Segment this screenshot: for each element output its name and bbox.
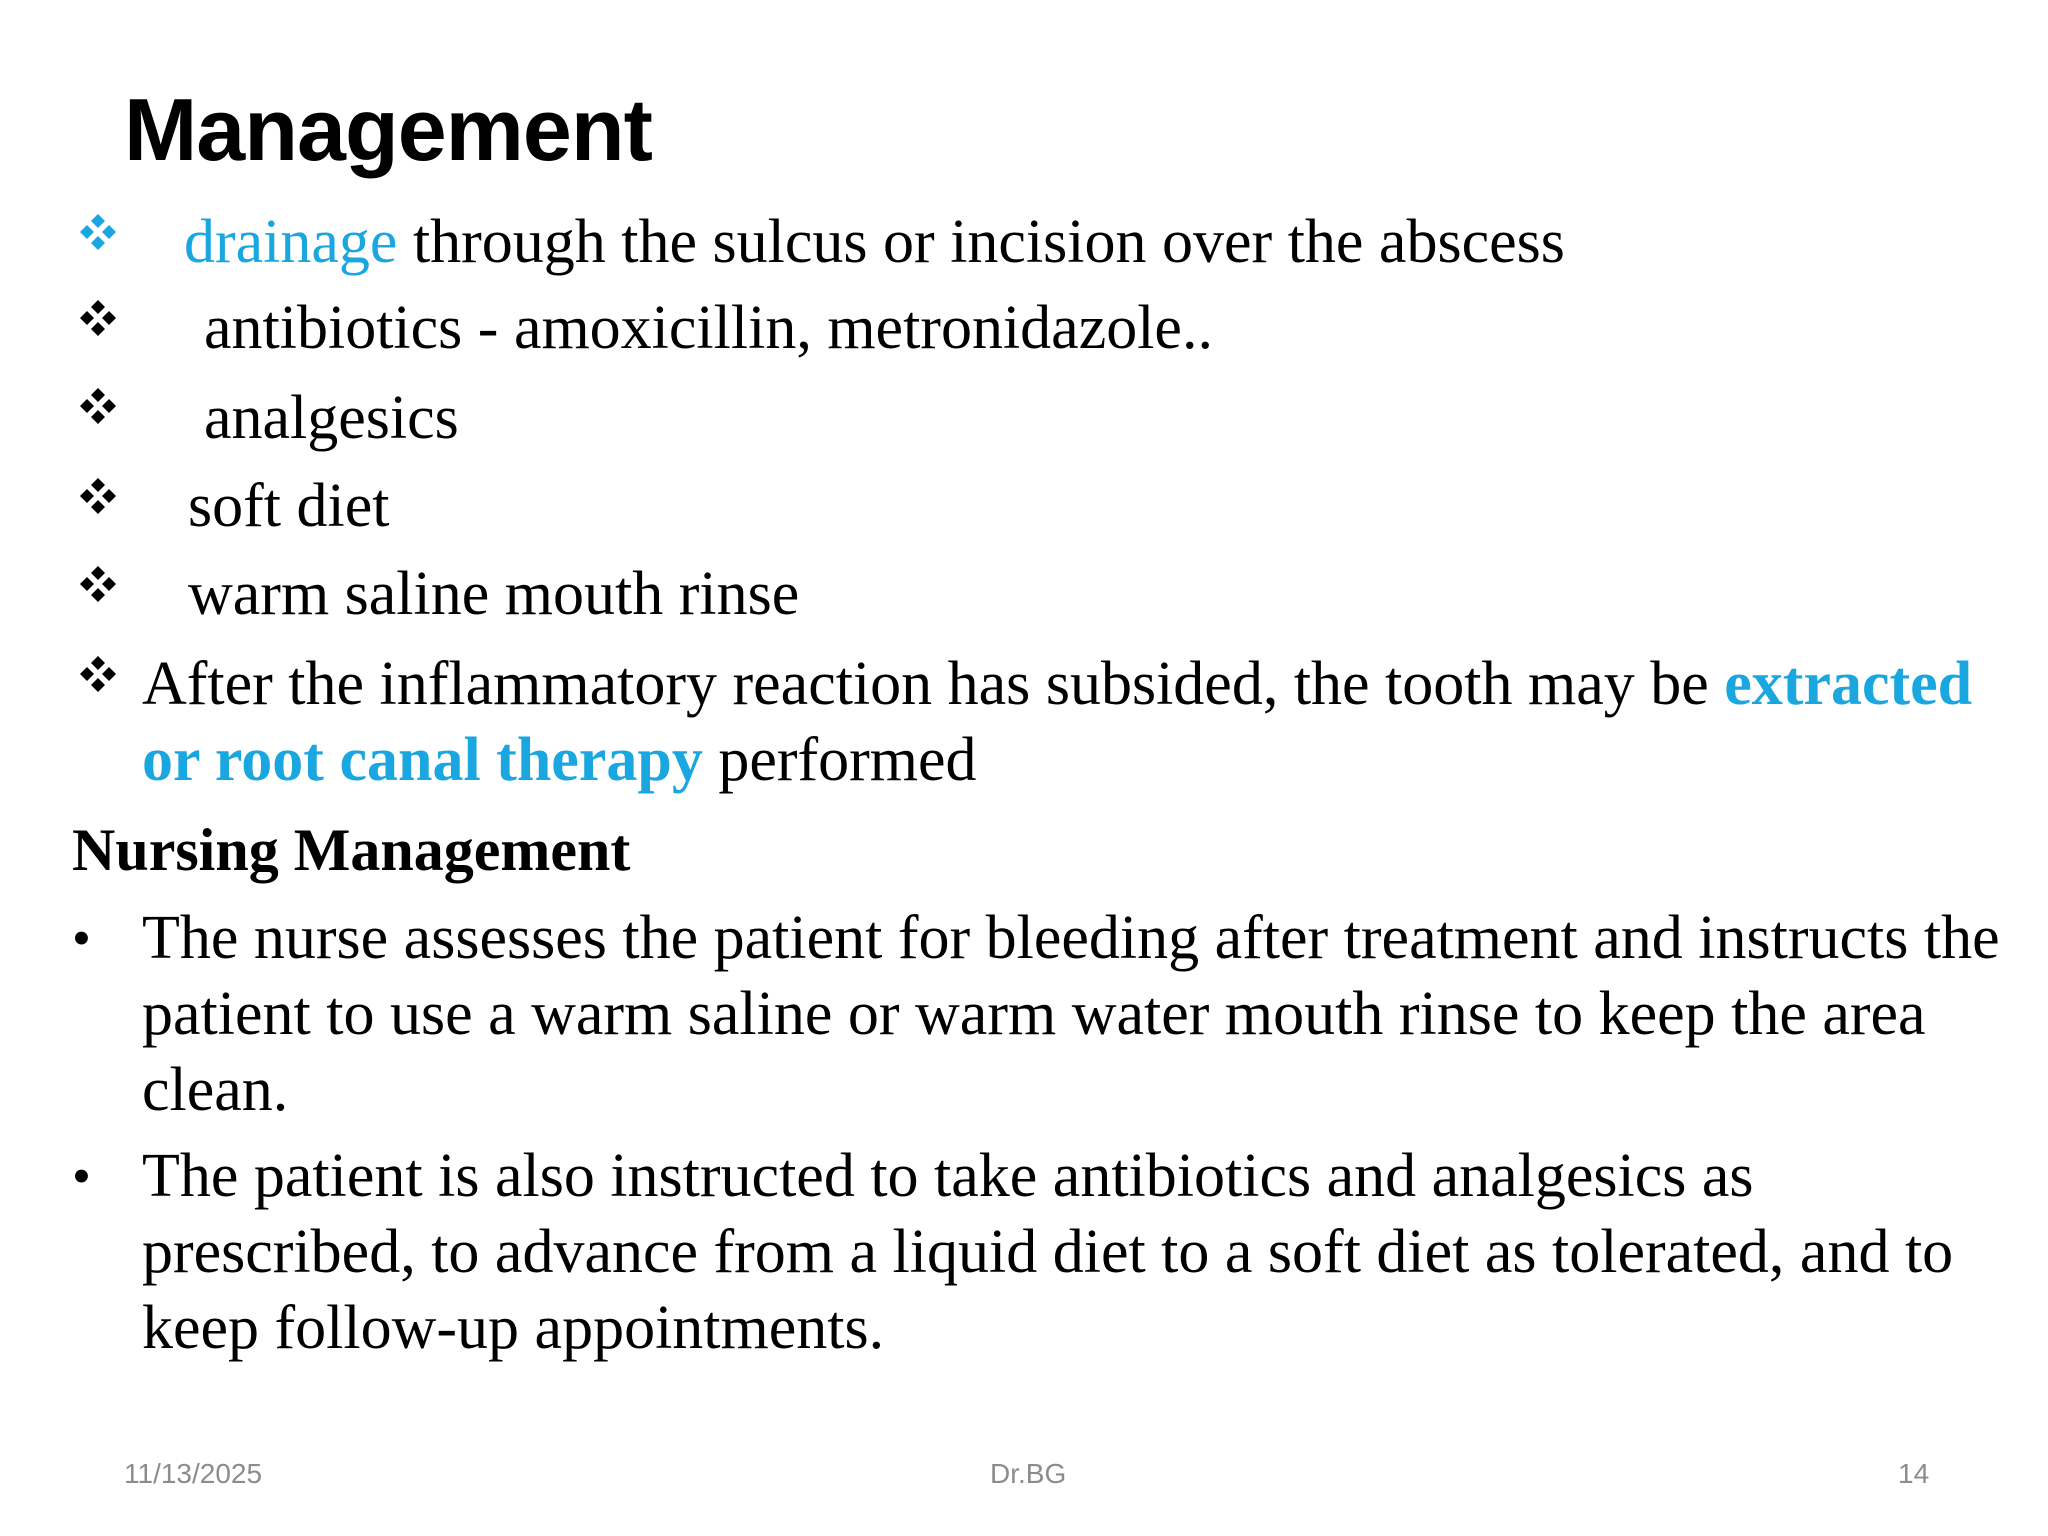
four-diamond-icon xyxy=(78,564,118,604)
bullet-after-line-2 xyxy=(142,722,977,798)
four-diamond-icon xyxy=(78,386,118,426)
four-diamond-icon xyxy=(78,212,118,252)
root-canal-keyword: or root canal therapy xyxy=(142,726,703,794)
footer-author: Dr.BG xyxy=(990,1458,1067,1489)
bullet-after-line-1 xyxy=(142,646,1972,722)
nursing-management-heading: Nursing Management xyxy=(72,817,631,883)
four-diamond-icon xyxy=(78,298,118,338)
four-diamond-icon xyxy=(78,476,118,516)
bullet-dot: • xyxy=(72,908,91,968)
after-text: After the inflammatory reaction has subsided, the tooth may be xyxy=(142,650,1725,718)
four-diamond-icon xyxy=(78,654,118,694)
drainage-text: through the sulcus or incision over the abscess xyxy=(397,208,1565,276)
footer-date: 11/13/2025 xyxy=(124,1458,263,1489)
nursing-point-2: The patient is also instructed to take antibiotics and analgesics as prescribed, to advance from a liquid diet to a soft diet as tolerated, and to keep follow-up appointments. xyxy=(142,1142,1954,1362)
nursing-point-1: The nurse assesses the patient for bleeding after treatment and instructs the patient to use a warm saline or warm water mouth rinse to keep the area clean. xyxy=(142,904,2000,1124)
performed-text: performed xyxy=(702,726,977,794)
bullet-antibiotics: antibiotics - amoxicillin, metronidazole.. xyxy=(204,294,1213,362)
extracted-keyword: extracted xyxy=(1724,650,1973,718)
bullet-saline-rinse: warm saline mouth rinse xyxy=(188,560,800,628)
drainage-keyword: drainage xyxy=(184,208,398,276)
bullet-dot: • xyxy=(72,1146,91,1206)
bullet-analgesics: analgesics xyxy=(204,384,459,452)
bullet-drainage xyxy=(184,204,1565,280)
bullet-soft-diet: soft diet xyxy=(188,472,390,540)
slide-title: Management xyxy=(124,80,652,179)
footer-page-number: 14 xyxy=(1898,1458,1930,1489)
